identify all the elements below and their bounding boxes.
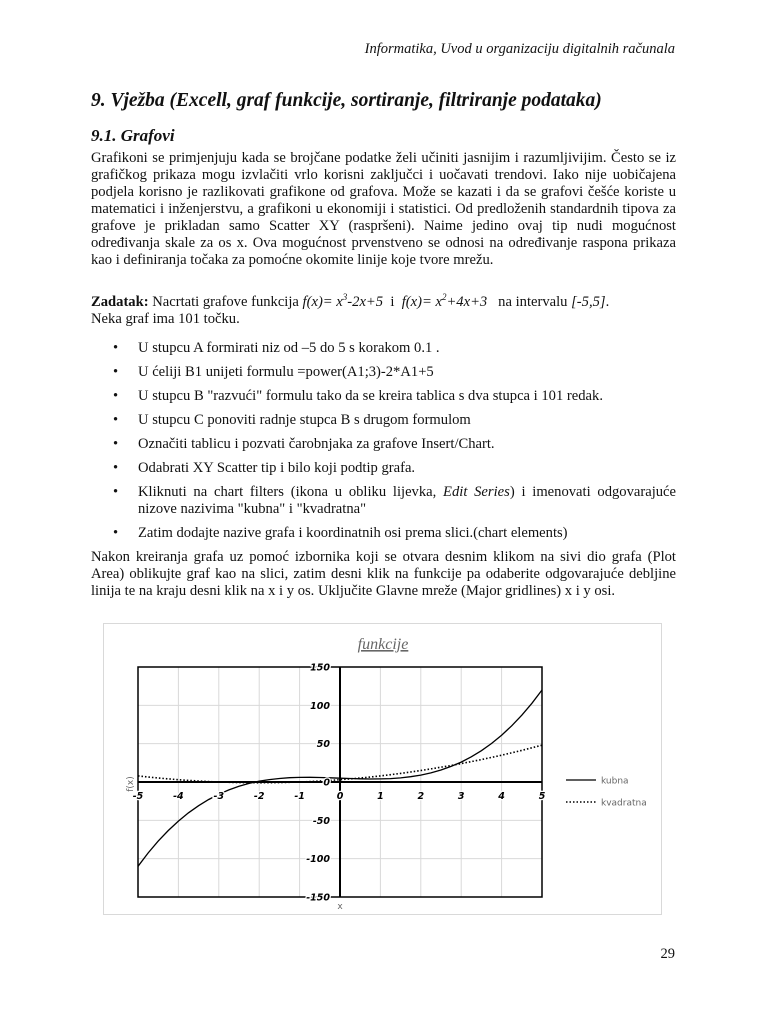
- formula-cubic: $f(x)= x^3-2x+5$: [302, 292, 384, 310]
- y-tick-label: 150: [310, 662, 330, 674]
- x-tick-label: 5: [538, 791, 546, 802]
- list-item: • U stupcu B "razvući" formulu tako da se kreira tablica s dva stupca i 101 redak.: [91, 388, 676, 405]
- y-tick-label: -150: [306, 892, 330, 904]
- list-item: • Kliknuti na chart filters (ikona u obliku lijevka, Edit Series) i imenovati odgovarajuće nizove nazivima "kubna" i "kvadratna": [91, 484, 676, 518]
- list-item: • U ćeliji B1 unijeti formulu =power(A1;3)-2*A1+5: [91, 364, 676, 381]
- task-label: Zadatak:: [91, 294, 149, 310]
- y-tick-label: 0: [323, 777, 330, 789]
- list-item: • Odabrati XY Scatter tip i bilo koji podtip grafa.: [91, 460, 676, 477]
- after-paragraph: Nakon kreiranja grafa uz pomoć izbornika koji se otvara desnim klikom na sivi dio grafa (Plot Area) oblikujte graf kao na slici, zatim desni klik na funkcije pa odaberite odgovarajuće debljine linija te na kraju desni klik na x i y os. Uključite Glavne mreže (Major gridlines) x i y osi.: [91, 549, 676, 599]
- intro-paragraph: Grafikoni se primjenjuju kada se brojčane podatke želi učiniti jasnijim i razumljivijim. Često se iz grafičkog prikaza mogu izvlačiti vrlo korisni zaključci i uočavati trendovi. Iako nije uobičajena podjela korisno je razlikovati grafikone od grafova. Može se kazati i da se grafovi češće koriste u matematici i inženjerstvu, a grafikoni u ekonomiji i statistici. Od predloženih standardnih tipova za grafove je prikladan samo Scatter XY (raspršeni). Naime jedino ovaj tip nudi mogućnost određivanja skale za os x. Ova mogućnost prvenstveno se odnosi na određivanje raspona prikaza kao i definiranja točaka za pomoćne okomite linije koje tvore mrežu.: [91, 150, 676, 268]
- task-paragraph: Zadatak: Nacrtati grafove funkcija $f(x)= x^3-2x+5$ i $f(x)= x^2+4x+3$ na intervalu [-5,5]. Neka graf ima 101 točku.: [91, 292, 610, 327]
- legend-label-kvadratna: kvadratna: [601, 798, 647, 809]
- list-item: • U stupcu C ponoviti radnje stupca B s drugom formulom: [91, 412, 676, 429]
- y-tick-label: 100: [310, 700, 330, 712]
- y-axis-title: f(x): [126, 776, 136, 792]
- x-tick-label: 0: [336, 791, 344, 802]
- x-tick-label: 3: [457, 791, 465, 802]
- list-item: • Označiti tablicu i pozvati čarobnjaka za grafove Insert/Chart.: [91, 436, 676, 453]
- chart-svg: [104, 624, 663, 916]
- x-tick-label: 1: [377, 791, 384, 802]
- task-line2: Neka graf ima 101 točku.: [91, 311, 240, 327]
- x-tick-label: 4: [498, 791, 505, 802]
- section-title: 9.1. Grafovi: [91, 126, 175, 145]
- x-tick-label: -1: [294, 791, 305, 802]
- instruction-list: [91, 340, 676, 549]
- y-tick-label: -50: [312, 815, 330, 827]
- x-tick-label: -5: [132, 791, 144, 802]
- x-tick-label: -2: [253, 791, 265, 802]
- chart-title: funkcije: [357, 636, 409, 653]
- y-tick-label: -100: [306, 854, 330, 866]
- list-item: • Zatim dodajte nazive grafa i koordinatnih osi prema slici.(chart elements): [91, 525, 676, 542]
- formula-quadratic: $f(x)= x^2+4x+3$: [401, 292, 488, 310]
- task-text: Nacrtati grafove funkcija: [148, 294, 303, 310]
- y-tick-label: 50: [316, 739, 330, 751]
- legend-label-kubna: kubna: [601, 776, 629, 787]
- x-tick-label: -4: [173, 791, 184, 802]
- list-item: • U stupcu A formirati niz od –5 do 5 s korakom 0.1 .: [91, 340, 676, 357]
- chapter-title: 9. Vježba (Excell, graf funkcije, sortiranje, filtriranje podataka): [91, 90, 602, 111]
- x-tick-label: -3: [213, 791, 225, 802]
- running-header: Informatika, Uvod u organizaciju digitalnih računala: [364, 41, 675, 57]
- page-number: 29: [660, 946, 675, 962]
- x-axis-title: x: [337, 902, 343, 912]
- function-chart: [103, 623, 662, 915]
- x-tick-label: 2: [417, 791, 425, 802]
- interval: [-5,5]: [571, 294, 606, 310]
